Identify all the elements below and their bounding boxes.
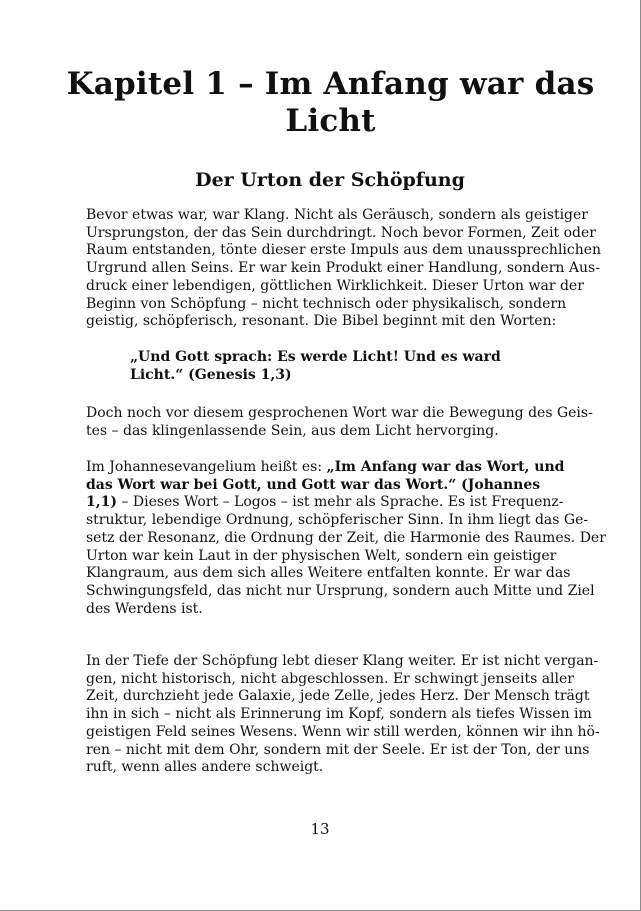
text-plain: Im Johannesevangelium heißt es: <box>86 459 327 475</box>
text-line: Schwingungsfeld, das nicht nur Ursprung, sondern auch Mitte und Ziel <box>86 582 595 599</box>
text-line: Doch noch vor diesem gesprochenen Wort war die Bewegung des Geis- <box>86 405 593 421</box>
text-line: In der Tiefe der Schöpfung lebt dieser Klang weiter. Er ist nicht vergan- <box>86 653 599 669</box>
text-line: Ursprungston, der das Sein durchdringt. Noch bevor Formen, Zeit oder <box>86 224 596 241</box>
paragraph-spirit <box>86 405 593 440</box>
chapter-title <box>60 66 601 140</box>
chapter-title-line: Kapitel 1 – Im Anfang war das <box>66 66 595 102</box>
john-quote: das Wort war bei Gott, und Gott war das Wort.“ (Johannes <box>86 476 541 493</box>
text-line: geistigen Feld seines Wesens. Wenn wir still werden, können wir ihn hö- <box>86 723 600 740</box>
text-line: ihn in sich – nicht als Erinnerung im Kopf, sondern als tiefes Wissen im <box>86 706 592 723</box>
quote-line: „Und Gott sprach: Es werde Licht! Und es ward <box>130 349 501 365</box>
text-line: tes – das klingenlassende Sein, aus dem Licht hervorging. <box>86 422 499 439</box>
text-line: Raum entstanden, tönte dieser erste Impuls aus dem unaussprechlichen <box>86 242 602 259</box>
text-line: geistig, schöpferisch, resonant. Die Bibel beginnt mit den Worten: <box>86 313 557 330</box>
john-quote: „Im Anfang war das Wort, und <box>326 459 565 475</box>
text-line: Urton war kein Laut in der physischen Welt, sondern ein geistiger <box>86 547 557 564</box>
text-line: ruft, wenn alles andere schweigt. <box>86 759 324 776</box>
text-line: des Werdens ist. <box>86 600 203 617</box>
text-line <box>86 494 574 512</box>
paragraph-intro <box>86 207 602 331</box>
quote-line: Licht.“ (Genesis 1,3) <box>130 366 292 383</box>
text-line <box>86 459 574 477</box>
page-number: 13 <box>310 820 330 838</box>
text-line: Klangraum, aus dem sich alles Weitere entfalten konnte. Er war das <box>86 565 571 582</box>
paragraph-resonance <box>86 653 600 777</box>
genesis-quote <box>130 349 570 384</box>
section-heading: Der Urton der Schöpfung <box>195 169 465 191</box>
text-line: Urgrund allen Seins. Er war kein Produkt einer Handlung, sondern Aus- <box>86 260 600 277</box>
text-line: druck einer lebendigen, göttlichen Wirklichkeit. Dieser Urton war der <box>86 277 584 294</box>
text-plain: – Dieses Wort – Logos – ist mehr als Sprache. Es ist Frequenz- <box>116 494 564 511</box>
text-line: Bevor etwas war, war Klang. Nicht als Geräusch, sondern als geistiger <box>86 207 588 223</box>
text-line: Zeit, durchzieht jede Galaxie, jede Zelle, jedes Herz. Der Mensch trägt <box>86 688 590 705</box>
text-line: gen, nicht historisch, nicht abgeschlossen. Er schwingt jenseits aller <box>86 670 574 687</box>
text-line: ren – nicht mit dem Ohr, sondern mit der Seele. Er ist der Ton, der uns <box>86 741 590 758</box>
paragraph-logos <box>86 459 606 618</box>
john-quote: 1,1) <box>86 494 117 511</box>
text-line: struktur, lebendige Ordnung, schöpferischer Sinn. In ihm liegt das Ge- <box>86 512 589 529</box>
text-line: setz der Resonanz, die Ordnung der Zeit, die Harmonie des Raumes. Der <box>86 529 606 546</box>
chapter-title-line: Licht <box>285 103 376 139</box>
text-line: Beginn von Schöpfung – nicht technisch oder physikalisch, sondern <box>86 295 567 312</box>
